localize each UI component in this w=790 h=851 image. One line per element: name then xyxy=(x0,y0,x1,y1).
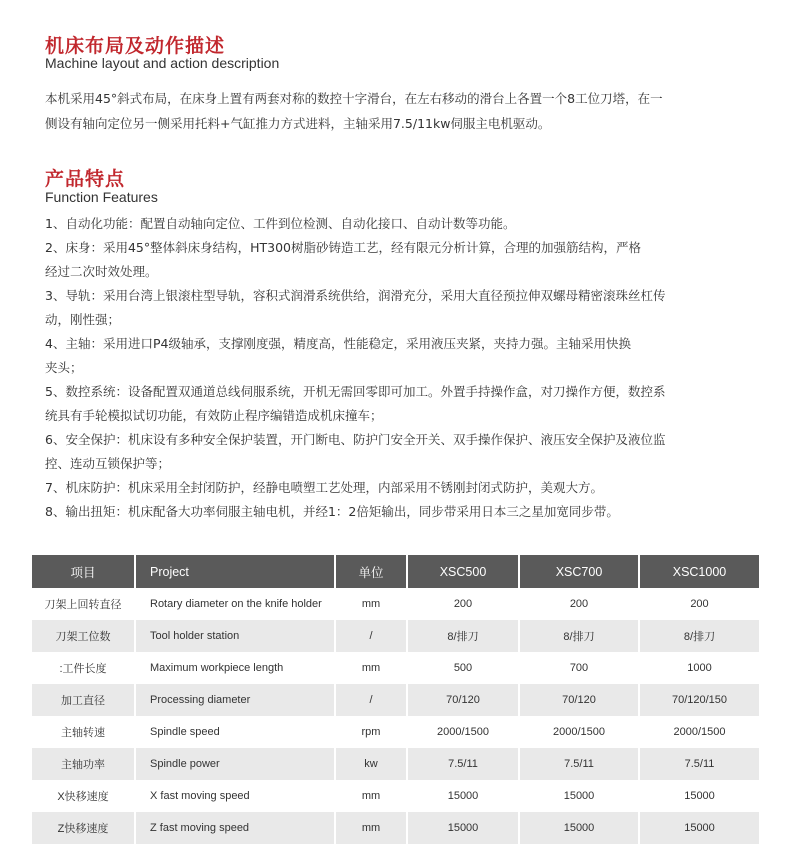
cell-value: 2000/1500 xyxy=(519,716,639,748)
header-model: XSC700 xyxy=(519,555,639,588)
spec-table xyxy=(32,555,759,844)
header-item: 项目 xyxy=(32,555,135,588)
cell-unit: kw xyxy=(335,748,407,780)
table-row xyxy=(32,748,759,780)
cell-item: 刀架工位数 xyxy=(32,620,135,652)
feature-line: 3、导轨：采用台湾上银滚柱型导轨，容积式润滑系统供给，润滑充分，采用大直径预拉伸双螺母精密滚珠丝杠传 xyxy=(45,288,666,303)
header-project: Project xyxy=(135,555,335,588)
cell-value: 2000/1500 xyxy=(639,716,759,748)
feature-list xyxy=(45,212,745,524)
cell-value: 2000/1500 xyxy=(407,716,519,748)
cell-project: Spindle power xyxy=(135,748,335,780)
cell-value: 8/排刀 xyxy=(639,620,759,652)
feature-line: 7、机床防护：机床采用全封闭防护，经静电喷塑工艺处理，内部采用不锈刚封闭式防护，美观大方。 xyxy=(45,480,603,495)
cell-value: 70/120 xyxy=(519,684,639,716)
spec-table-header xyxy=(32,555,759,588)
features-section-title: 产品特点 xyxy=(45,168,126,190)
feature-item xyxy=(45,236,745,284)
feature-item xyxy=(45,212,745,236)
cell-value: 70/120/150 xyxy=(639,684,759,716)
feature-item xyxy=(45,476,745,500)
cell-value: 8/排刀 xyxy=(519,620,639,652)
feature-item xyxy=(45,428,745,476)
cell-value: 15000 xyxy=(407,780,519,812)
cell-unit: mm xyxy=(335,588,407,620)
feature-item xyxy=(45,500,745,524)
cell-unit: rpm xyxy=(335,716,407,748)
layout-description xyxy=(45,86,745,136)
feature-line: 2、床身：采用45°整体斜床身结构，HT300树脂砂铸造工艺，经有限元分析计算，合理的加强筋结构，严格 xyxy=(45,240,642,255)
layout-description-line: 侧设有轴向定位另一侧采用托料+气缸推力方式进料，主轴采用7.5/11kw伺服主电机驱动。 xyxy=(45,116,551,131)
cell-unit: mm xyxy=(335,652,407,684)
feature-line: 控、连动互锁保护等； xyxy=(45,456,171,471)
cell-value: 200 xyxy=(407,588,519,620)
cell-value: 70/120 xyxy=(407,684,519,716)
feature-line: 6、安全保护：机床设有多种安全保护装置，开门断电、防护门安全开关、双手操作保护、液压安全保护及液位监 xyxy=(45,432,666,447)
feature-item xyxy=(45,332,745,380)
cell-value: 15000 xyxy=(639,780,759,812)
feature-line: 夹头； xyxy=(45,360,83,375)
table-row xyxy=(32,716,759,748)
table-row xyxy=(32,780,759,812)
cell-item: 主轴功率 xyxy=(32,748,135,780)
feature-line: 1、自动化功能：配置自动轴向定位、工件到位检测、自动化接口、自动计数等功能。 xyxy=(45,216,516,231)
cell-item: Z快移速度 xyxy=(32,812,135,844)
cell-value: 200 xyxy=(519,588,639,620)
feature-item xyxy=(45,380,745,428)
cell-value: 1000 xyxy=(639,652,759,684)
cell-value: 7.5/11 xyxy=(639,748,759,780)
cell-value: 500 xyxy=(407,652,519,684)
cell-item: 主轴转速 xyxy=(32,716,135,748)
features-section-subtitle: Function Features xyxy=(45,189,158,205)
cell-project: Rotary diameter on the knife holder xyxy=(135,588,335,620)
cell-item: :工件长度 xyxy=(32,652,135,684)
cell-unit: mm xyxy=(335,780,407,812)
layout-description-line: 本机采用45°斜式布局，在床身上置有两套对称的数控十字滑台，在左右移动的滑台上各置一个8工位刀塔，在一 xyxy=(45,91,663,106)
cell-project: Processing diameter xyxy=(135,684,335,716)
cell-value: 700 xyxy=(519,652,639,684)
cell-project: Z fast moving speed xyxy=(135,812,335,844)
cell-value: 7.5/11 xyxy=(519,748,639,780)
cell-project: X fast moving speed xyxy=(135,780,335,812)
cell-project: Tool holder station xyxy=(135,620,335,652)
cell-value: 15000 xyxy=(519,780,639,812)
table-row xyxy=(32,684,759,716)
cell-value: 8/排刀 xyxy=(407,620,519,652)
feature-line: 统具有手轮模拟试切功能，有效防止程序编错造成机床撞车； xyxy=(45,408,383,423)
feature-line: 8、输出扭矩：机床配备大功率伺服主轴电机，并经1：2倍矩输出，同步带采用日本三之星加宽同步带。 xyxy=(45,504,619,519)
cell-unit: / xyxy=(335,684,407,716)
cell-value: 15000 xyxy=(639,812,759,844)
cell-value: 200 xyxy=(639,588,759,620)
header-unit: 单位 xyxy=(335,555,407,588)
cell-project: Maximum workpiece length xyxy=(135,652,335,684)
cell-value: 15000 xyxy=(407,812,519,844)
cell-item: 加工直径 xyxy=(32,684,135,716)
header-model: XSC500 xyxy=(407,555,519,588)
table-row xyxy=(32,812,759,844)
header-model: XSC1000 xyxy=(639,555,759,588)
feature-line: 4、主轴：采用进口P4级轴承，支撑刚度强，精度高，性能稳定，采用液压夹紧，夹持力强。主轴采用快换 xyxy=(45,336,631,351)
cell-value: 7.5/11 xyxy=(407,748,519,780)
layout-section-title: 机床布局及动作描述 xyxy=(45,35,226,57)
feature-item xyxy=(45,284,745,332)
cell-project: Spindle speed xyxy=(135,716,335,748)
table-row xyxy=(32,652,759,684)
feature-line: 动，刚性强； xyxy=(45,312,121,327)
cell-unit: / xyxy=(335,620,407,652)
cell-item: 刀架上回转直径 xyxy=(32,588,135,620)
feature-line: 经过二次时效处理。 xyxy=(45,264,158,279)
table-row xyxy=(32,588,759,620)
table-row xyxy=(32,620,759,652)
cell-item: X快移速度 xyxy=(32,780,135,812)
cell-value: 15000 xyxy=(519,812,639,844)
cell-unit: mm xyxy=(335,812,407,844)
layout-section-subtitle: Machine layout and action description xyxy=(45,55,280,71)
feature-line: 5、数控系统：设备配置双通道总线伺服系统，开机无需回零即可加工。外置手持操作盒，对刀操作方便，数控系 xyxy=(45,384,666,399)
